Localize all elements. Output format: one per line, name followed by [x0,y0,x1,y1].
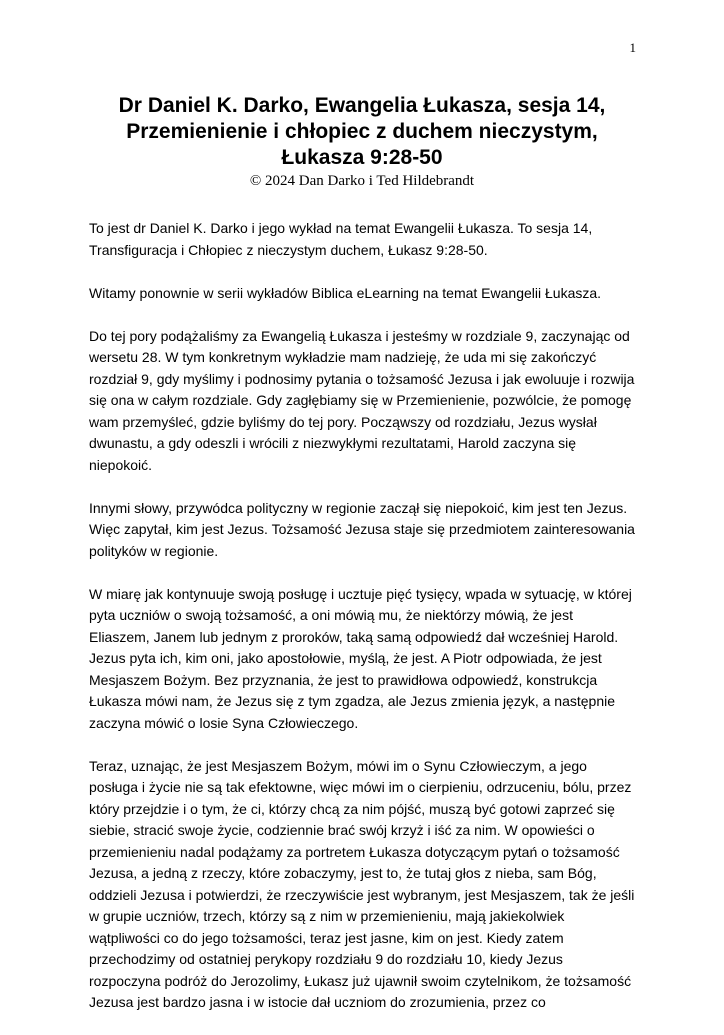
paragraph-son-of-man: Teraz, uznając, że jest Mesjaszem Bożym, mówi im o Synu Człowieczym, a jego posługa i życie nie są tak efektowne, więc mówi im o cierpieniu, odrzuceniu, bólu, przez który przejdzie i o tym, że ci, którzy chcą za nim pójść, muszą być gotowi zaprzeć się siebie, stracić swoje życie, codziennie brać swój krzyż i iść za nim. W opowieści o przemienieniu nadal podążamy za portretem Łukasza dotyczącym pytań o tożsamość Jezusa, a jedną z rzeczy, które zobaczymy, jest to, że tutaj głos z nieba, sam Bóg, oddzieli Jezusa i potwierdzi, że rzeczywiście jest wybranym, jest Mesjaszem, tak że jeśli w grupie uczniów, trzech, którzy są z nim w przemienieniu, mają jakiekolwiek wątpliwości co do jego tożsamości, teraz jest jasne, kim on jest. Kiedy zatem przechodzimy od ostatniej perykopy rozdziału 9 do rozdziału 10, kiedy Jezus rozpoczyna podróż do Jerozolimy, Łukasz już ujawnił swoim czytelnikom, że tożsamość Jezusa jest bardzo jasna i w istocie dał uczniom do zrozumienia, przez co [89,757,635,1010]
title-line-1: Dr Daniel K. Darko, Ewangelia Łukasza, sesja 14, [118,94,606,117]
document-body [89,218,637,1035]
paragraph-chapter-context: Do tej pory podążaliśmy za Ewangelią Łukasza i jesteśmy w rozdziale 9, zaczynając od wersetu 28. W tym konkretnym wykładzie mam nadzieję, że uda mi się zakończyć rozdział 9, gdy myślimy i podnosimy pytania o tożsamość Jezusa i jak ewoluuje i rozwija się ona w całym rozdziale. Gdy zagłębiamy się w Przemienienie, pozwólcie, że pomogę wam przemyśleć, gdzie byliśmy do tej pory. Począwszy od rozdziału, Jezus wysłał dwunastu, a gdy odeszli i wrócili z niezwykłymi rezultatami, Harold zaczyna się niepokoić. [89,327,635,473]
title-line-3: Łukasza 9:28-50 [281,146,443,169]
document-title-block [60,93,664,190]
copyright-notice: © 2024 Dan Darko i Ted Hildebrandt [249,173,475,189]
page-number: 1 [629,40,636,55]
paragraph-peter-confession: W miarę jak kontynuuje swoją posługę i ucztuje pięć tysięcy, wpada w sytuację, w której pyta uczniów o swoją tożsamość, a oni mówią mu, że niektórzy mówią, że jest Eliaszem, Janem lub jednym z proroków, taką samą odpowiedź dał wcześniej Harold. Jezus pyta ich, kim oni, jako apostołowie, myślą, że jest. A Piotr odpowiada, że jest Mesjaszem Bożym. Bez przyznania, że jest to prawidłowa odpowiedź, konstrukcja Łukasza mówi nam, że Jezus się z tym zgadza, ale Jezus zmienia język, a następnie zaczyna mówić o losie Syna Człowieczego. [89,585,632,731]
paragraph-welcome: Witamy ponownie w serii wykładów Biblica eLearning na temat Ewangelii Łukasza. [89,284,602,301]
paragraph-intro: To jest dr Daniel K. Darko i jego wykład na temat Ewangelii Łukasza. To sesja 14, Transfiguracja i Chłopiec z nieczystym duchem, Łukasz 9:28-50. [89,220,593,258]
title-line-2: Przemienienie i chłopiec z duchem nieczystym, [126,120,598,143]
paragraph-political-leader: Innymi słowy, przywódca polityczny w regionie zaczął się niepokoić, kim jest ten Jezus. Więc zapytał, kim jest Jezus. Tożsamość Jezusa staje się przedmiotem zainteresowania polityków w regionie. [89,499,635,559]
